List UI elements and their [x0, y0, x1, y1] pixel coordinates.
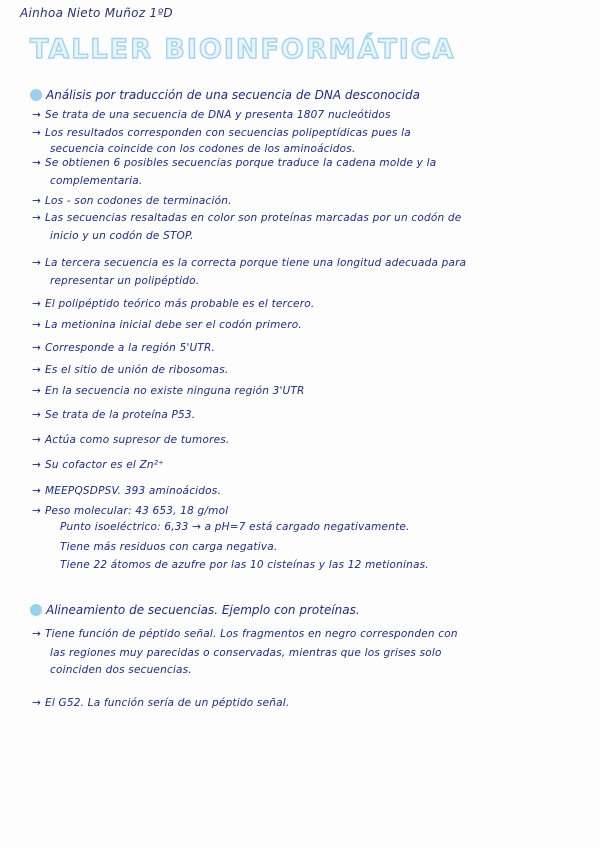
- page-title: TALLER BIOINFORMÁTICA: [30, 34, 456, 65]
- note-line-text: Se trata de una secuencia de DNA y presenta 1807 nucleótidos: [45, 109, 391, 121]
- note-line: [32, 485, 221, 497]
- note-line-text: Su cofactor es el Zn²⁺: [45, 459, 164, 471]
- arrow-icon: →: [32, 385, 41, 397]
- note-line: [50, 647, 442, 659]
- note-line: [32, 157, 436, 169]
- note-line: [32, 342, 215, 354]
- note-line: [50, 230, 194, 242]
- note-line: [32, 109, 391, 121]
- note-line-text: complementaria.: [50, 175, 143, 187]
- note-line-text: Punto isoeléctrico: 6,33 → a pH=7 está cargado negativamente.: [60, 521, 410, 533]
- arrow-icon: →: [32, 157, 41, 169]
- arrow-icon: →: [32, 697, 41, 709]
- note-line-text: Tiene más residuos con carga negativa.: [60, 541, 278, 553]
- note-line-text: MEEPQSDPSV. 393 aminoácidos.: [45, 485, 221, 497]
- note-line: [32, 385, 305, 397]
- note-line: [32, 257, 466, 269]
- note-line-text: El G52. La función sería de un péptido señal.: [45, 697, 290, 709]
- arrow-icon: →: [32, 257, 41, 269]
- arrow-icon: →: [32, 628, 41, 640]
- arrow-icon: →: [32, 505, 41, 517]
- note-line: [32, 298, 314, 310]
- section-heading-text: Análisis por traducción de una secuencia de DNA desconocida: [46, 88, 420, 102]
- arrow-icon: →: [32, 434, 41, 446]
- note-line-text: Las secuencias resaltadas en color son proteínas marcadas por un codón de: [45, 212, 462, 224]
- note-line-text: secuencia coincide con los codones de los aminoácidos.: [50, 143, 356, 155]
- arrow-icon: →: [32, 459, 41, 471]
- author-name: Ainhoa Nieto Muñoz 1ºD: [20, 6, 173, 20]
- note-line: [32, 212, 461, 224]
- note-line-text: coinciden dos secuencias.: [50, 664, 192, 676]
- arrow-icon: →: [32, 127, 41, 139]
- arrow-icon: →: [32, 298, 41, 310]
- note-line-text: Tiene función de péptido señal. Los fragmentos en negro corresponden con: [45, 628, 458, 640]
- note-line: [60, 521, 410, 533]
- note-line-text: Tiene 22 átomos de azufre por las 10 cisteínas y las 12 metioninas.: [60, 559, 429, 571]
- note-line: [32, 628, 458, 640]
- arrow-icon: →: [32, 485, 41, 497]
- note-line: [32, 364, 228, 376]
- note-line-text: Peso molecular: 43 653, 18 g/mol: [45, 505, 229, 517]
- section-heading-text: Alineamiento de secuencias. Ejemplo con proteínas.: [46, 603, 360, 617]
- note-line-text: Actúa como supresor de tumores.: [45, 434, 230, 446]
- bullet-dot-icon: [30, 604, 42, 616]
- note-line: [32, 434, 229, 446]
- note-line: [32, 459, 164, 471]
- note-line-text: Los - son codones de terminación.: [45, 195, 232, 207]
- note-line: [50, 175, 142, 187]
- note-line: [32, 697, 289, 709]
- note-line: [50, 275, 199, 287]
- note-line-text: La tercera secuencia es la correcta porque tiene una longitud adecuada para: [45, 257, 467, 269]
- note-line: [60, 541, 277, 553]
- note-line: [50, 143, 356, 155]
- section-heading-1: [30, 88, 420, 102]
- note-line: [32, 409, 195, 421]
- note-line: [32, 195, 232, 207]
- note-line-text: En la secuencia no existe ninguna región 3'UTR: [45, 385, 305, 397]
- note-line-text: inicio y un codón de STOP.: [50, 230, 194, 242]
- note-line: [50, 664, 192, 676]
- note-line-text: Se obtienen 6 posibles secuencias porque traduce la cadena molde y la: [45, 157, 437, 169]
- arrow-icon: →: [32, 319, 41, 331]
- arrow-icon: →: [32, 212, 41, 224]
- note-line-text: Corresponde a la región 5'UTR.: [45, 342, 216, 354]
- note-line: [60, 559, 429, 571]
- note-line-text: La metionina inicial debe ser el codón primero.: [45, 319, 302, 331]
- arrow-icon: →: [32, 364, 41, 376]
- arrow-icon: →: [32, 109, 41, 121]
- note-line: [32, 319, 302, 331]
- note-line-text: representar un polipéptido.: [50, 275, 200, 287]
- note-line-text: las regiones muy parecidas o conservadas, mientras que los grises solo: [50, 647, 442, 659]
- note-line: [32, 505, 228, 517]
- note-line-text: El polipéptido teórico más probable es el tercero.: [45, 298, 315, 310]
- arrow-icon: →: [32, 342, 41, 354]
- arrow-icon: →: [32, 409, 41, 421]
- note-line-text: Es el sitio de unión de ribosomas.: [45, 364, 229, 376]
- note-line-text: Se trata de la proteína P53.: [45, 409, 196, 421]
- bullet-dot-icon: [30, 89, 42, 101]
- note-line-text: Los resultados corresponden con secuencias polipeptídicas pues la: [45, 127, 411, 139]
- arrow-icon: →: [32, 195, 41, 207]
- section-heading-2: [30, 603, 360, 617]
- note-line: [32, 127, 411, 139]
